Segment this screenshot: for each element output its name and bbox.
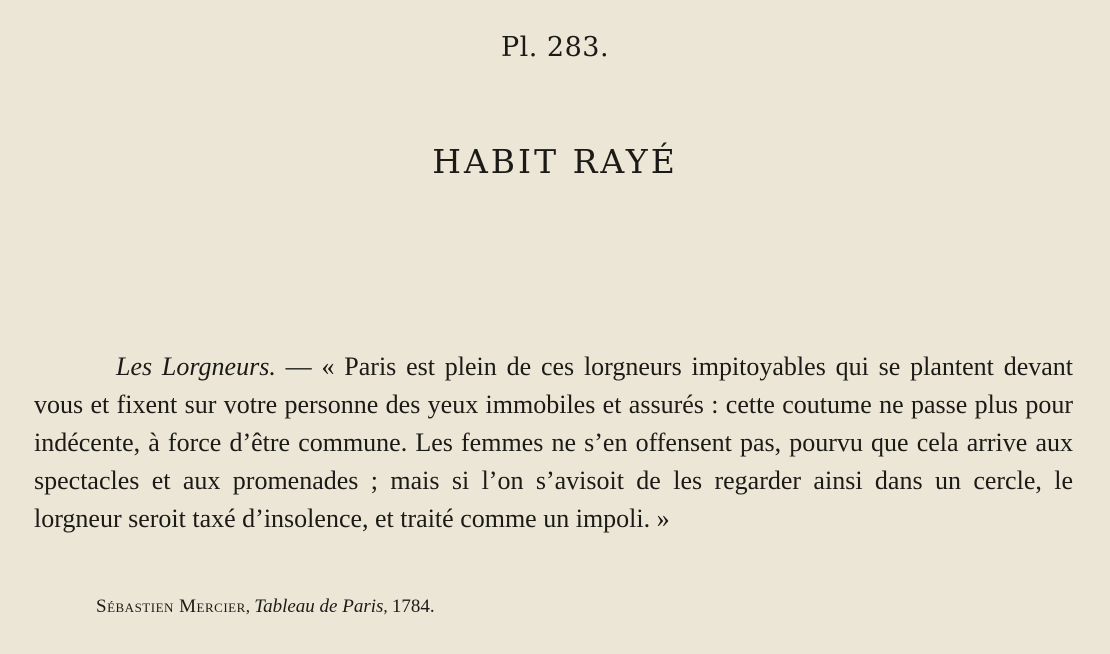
passage-intro: Les Lorgneurs. xyxy=(116,352,276,381)
body-paragraph xyxy=(34,348,1073,538)
citation-separator: , xyxy=(245,597,255,616)
citation-year: 1784. xyxy=(391,596,435,617)
passage-text: « Paris est plein de ces lorgneurs impitoyables qui se plantent devant vous et fixent sur votre personne des yeux immobiles et assurés : cette coutume ne passe plus pour indécente, à force d’être commune. Les femmes ne s’en offensent pas, pourvu que cela arrive aux spectacles et aux promenades ; mais si l’on s’avisoit de les regarder ainsi dans un cercle, le lorgneur seroit taxé d’insolence, et traité comme un impoli. » xyxy=(34,352,1074,533)
citation-author: Sébastien Mercier xyxy=(96,596,246,617)
passage-dash: — xyxy=(275,352,322,381)
citation xyxy=(96,596,435,618)
citation-year-separator: , xyxy=(383,597,392,616)
citation-work: Tableau de Paris xyxy=(254,596,384,617)
plate-title: HABIT RAYÉ xyxy=(432,142,678,182)
plate-number: Pl. 283. xyxy=(500,32,610,63)
